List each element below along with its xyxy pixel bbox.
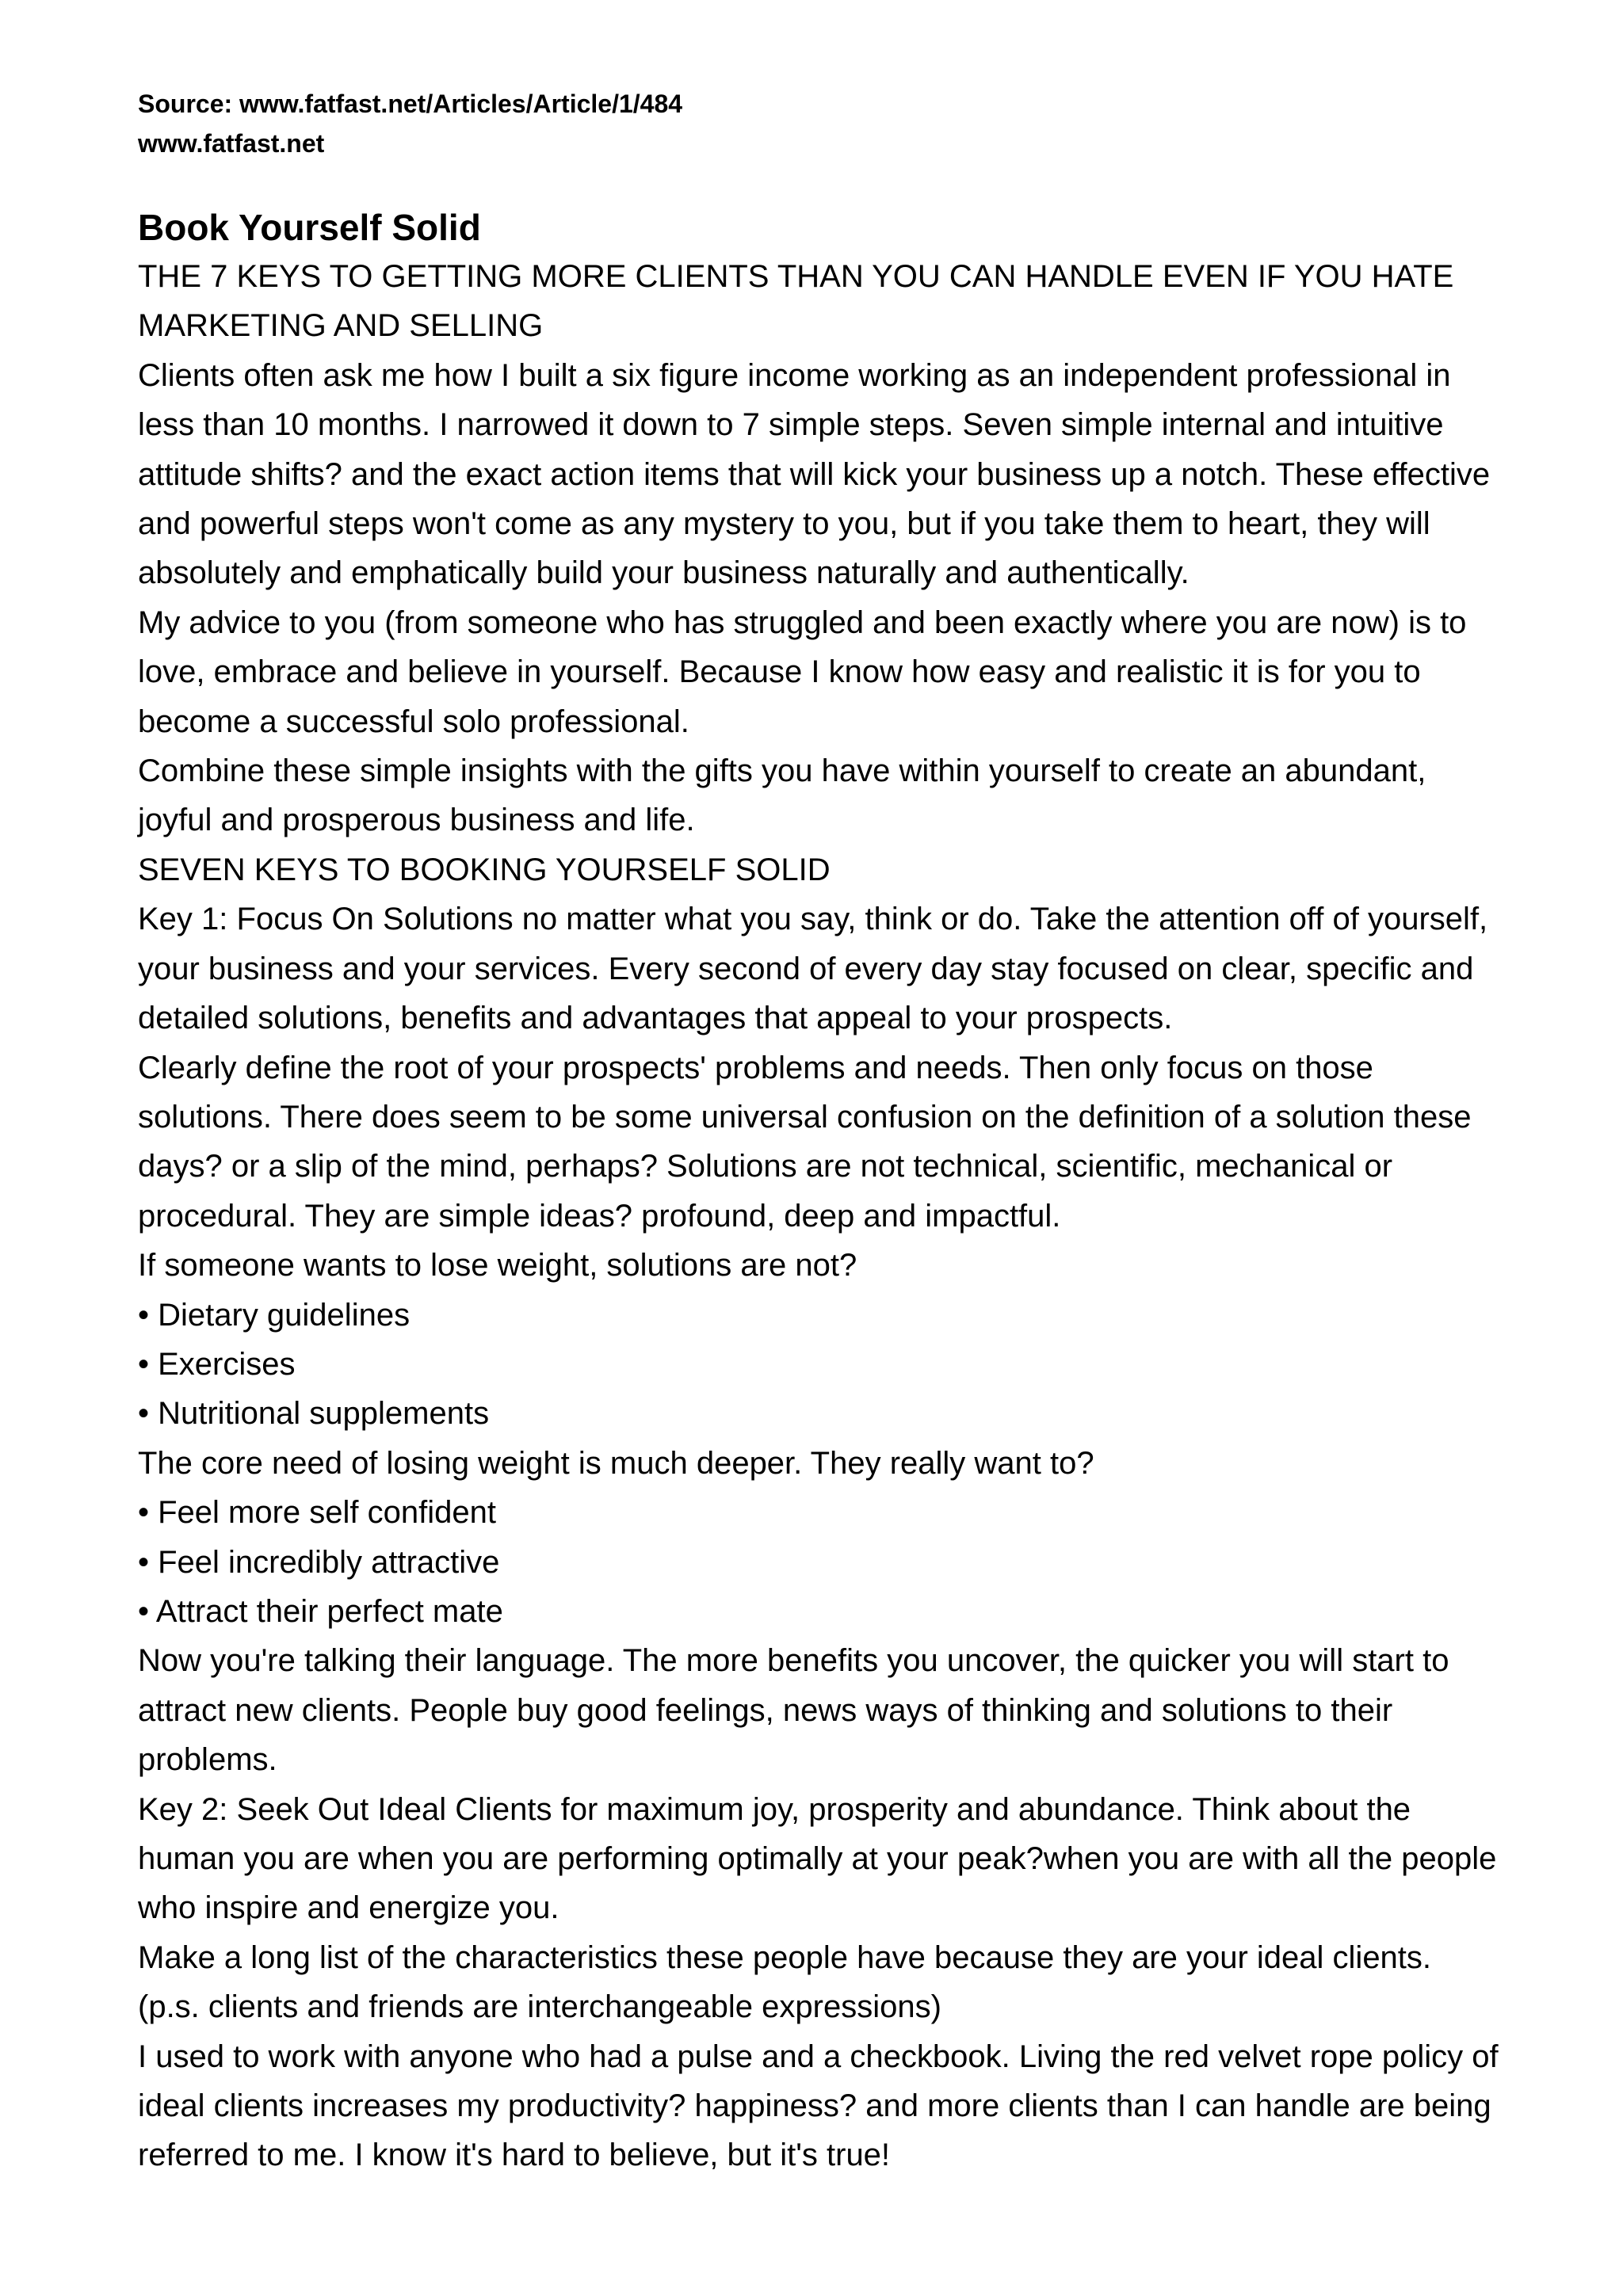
intro-paragraph: Clients often ask me how I built a six figure income working as an independent professional in less than 10 months. I narrowed it down to 7 simple steps. Seven simple internal and intuitive attitude shifts? and the exact action items that will kick your business up a notch. These effective and powerful steps won't come as any mystery to you, but if you take them to heart, they will absolutely and emphatically build your business naturally and authentically. [138,357,1491,591]
key1-paragraph: Key 1: Focus On Solutions no matter what you say, think or do. Take the attention off of yourself, your business and your services. Every second of every day stay focused on clear, specific and detailed solutions, benefits and advantages that appeal to your prospects. [138,902,1488,1036]
advice-paragraph: My advice to you (from someone who has struggled and been exactly where you are now) is to love, embrace and believe in yourself. Because I know how easy and realistic it is for you to become a successful solo professional. [138,605,1467,739]
list-item: • Feel incredibly attractive [138,1544,500,1580]
article-title: Book Yourself Solid [138,207,481,248]
list-item: • Exercises [138,1346,296,1382]
subtitle-heading: THE 7 KEYS TO GETTING MORE CLIENTS THAN YOU CAN HANDLE EVEN IF YOU HATE MARKETING AND SELLING [138,259,1454,344]
list-item: • Dietary guidelines [138,1297,411,1333]
closing-paragraph: I used to work with anyone who had a pulse and a checkbook. Living the red velvet rope policy of ideal clients increases my productivity? happiness? and more clients than I can handle are being referred to me. I know it's hard to believe, but it's true! [138,2039,1499,2173]
section-heading: SEVEN KEYS TO BOOKING YOURSELF SOLID [138,852,831,887]
combine-paragraph: Combine these simple insights with the gifts you have within yourself to create an abundant, joyful and prosperous business and life. [138,753,1426,838]
source-url: Source: www.fatfast.net/Articles/Article/1/484 [138,90,683,118]
list-item: • Feel more self confident [138,1495,496,1531]
weight-intro-line: If someone wants to lose weight, solutions are not? [138,1248,857,1283]
core-need-line: The core need of losing weight is much deeper. They really want to? [138,1445,1094,1481]
list-paragraph: Make a long list of the characteristics these people have because they are your ideal clients. (p.s. clients and friends are interchangeable expressions) [138,1939,1432,2025]
key2-paragraph: Key 2: Seek Out Ideal Clients for maximum joy, prosperity and abundance. Think about the human you are when you are performing optimally at your peak?when you are with all the people who inspire and energize you. [138,1791,1497,1926]
site-url: www.fatfast.net [138,129,325,158]
document-page [138,84,1501,2180]
language-paragraph: Now you're talking their language. The more benefits you uncover, the quicker you will start to attract new clients. People buy good feelings, news ways of thinking and solutions to their problems. [138,1643,1449,1778]
solutions-paragraph: Clearly define the root of your prospects' problems and needs. Then only focus on those solutions. There does seem to be some universal confusion on the definition of a solution these days? or a slip of the mind, perhaps? Solutions are not technical, scientific, mechanical or procedural. They are simple ideas? profound, deep and impactful. [138,1050,1472,1234]
list-item: • Attract their perfect mate [138,1593,503,1629]
list-item: • Nutritional supplements [138,1396,490,1432]
